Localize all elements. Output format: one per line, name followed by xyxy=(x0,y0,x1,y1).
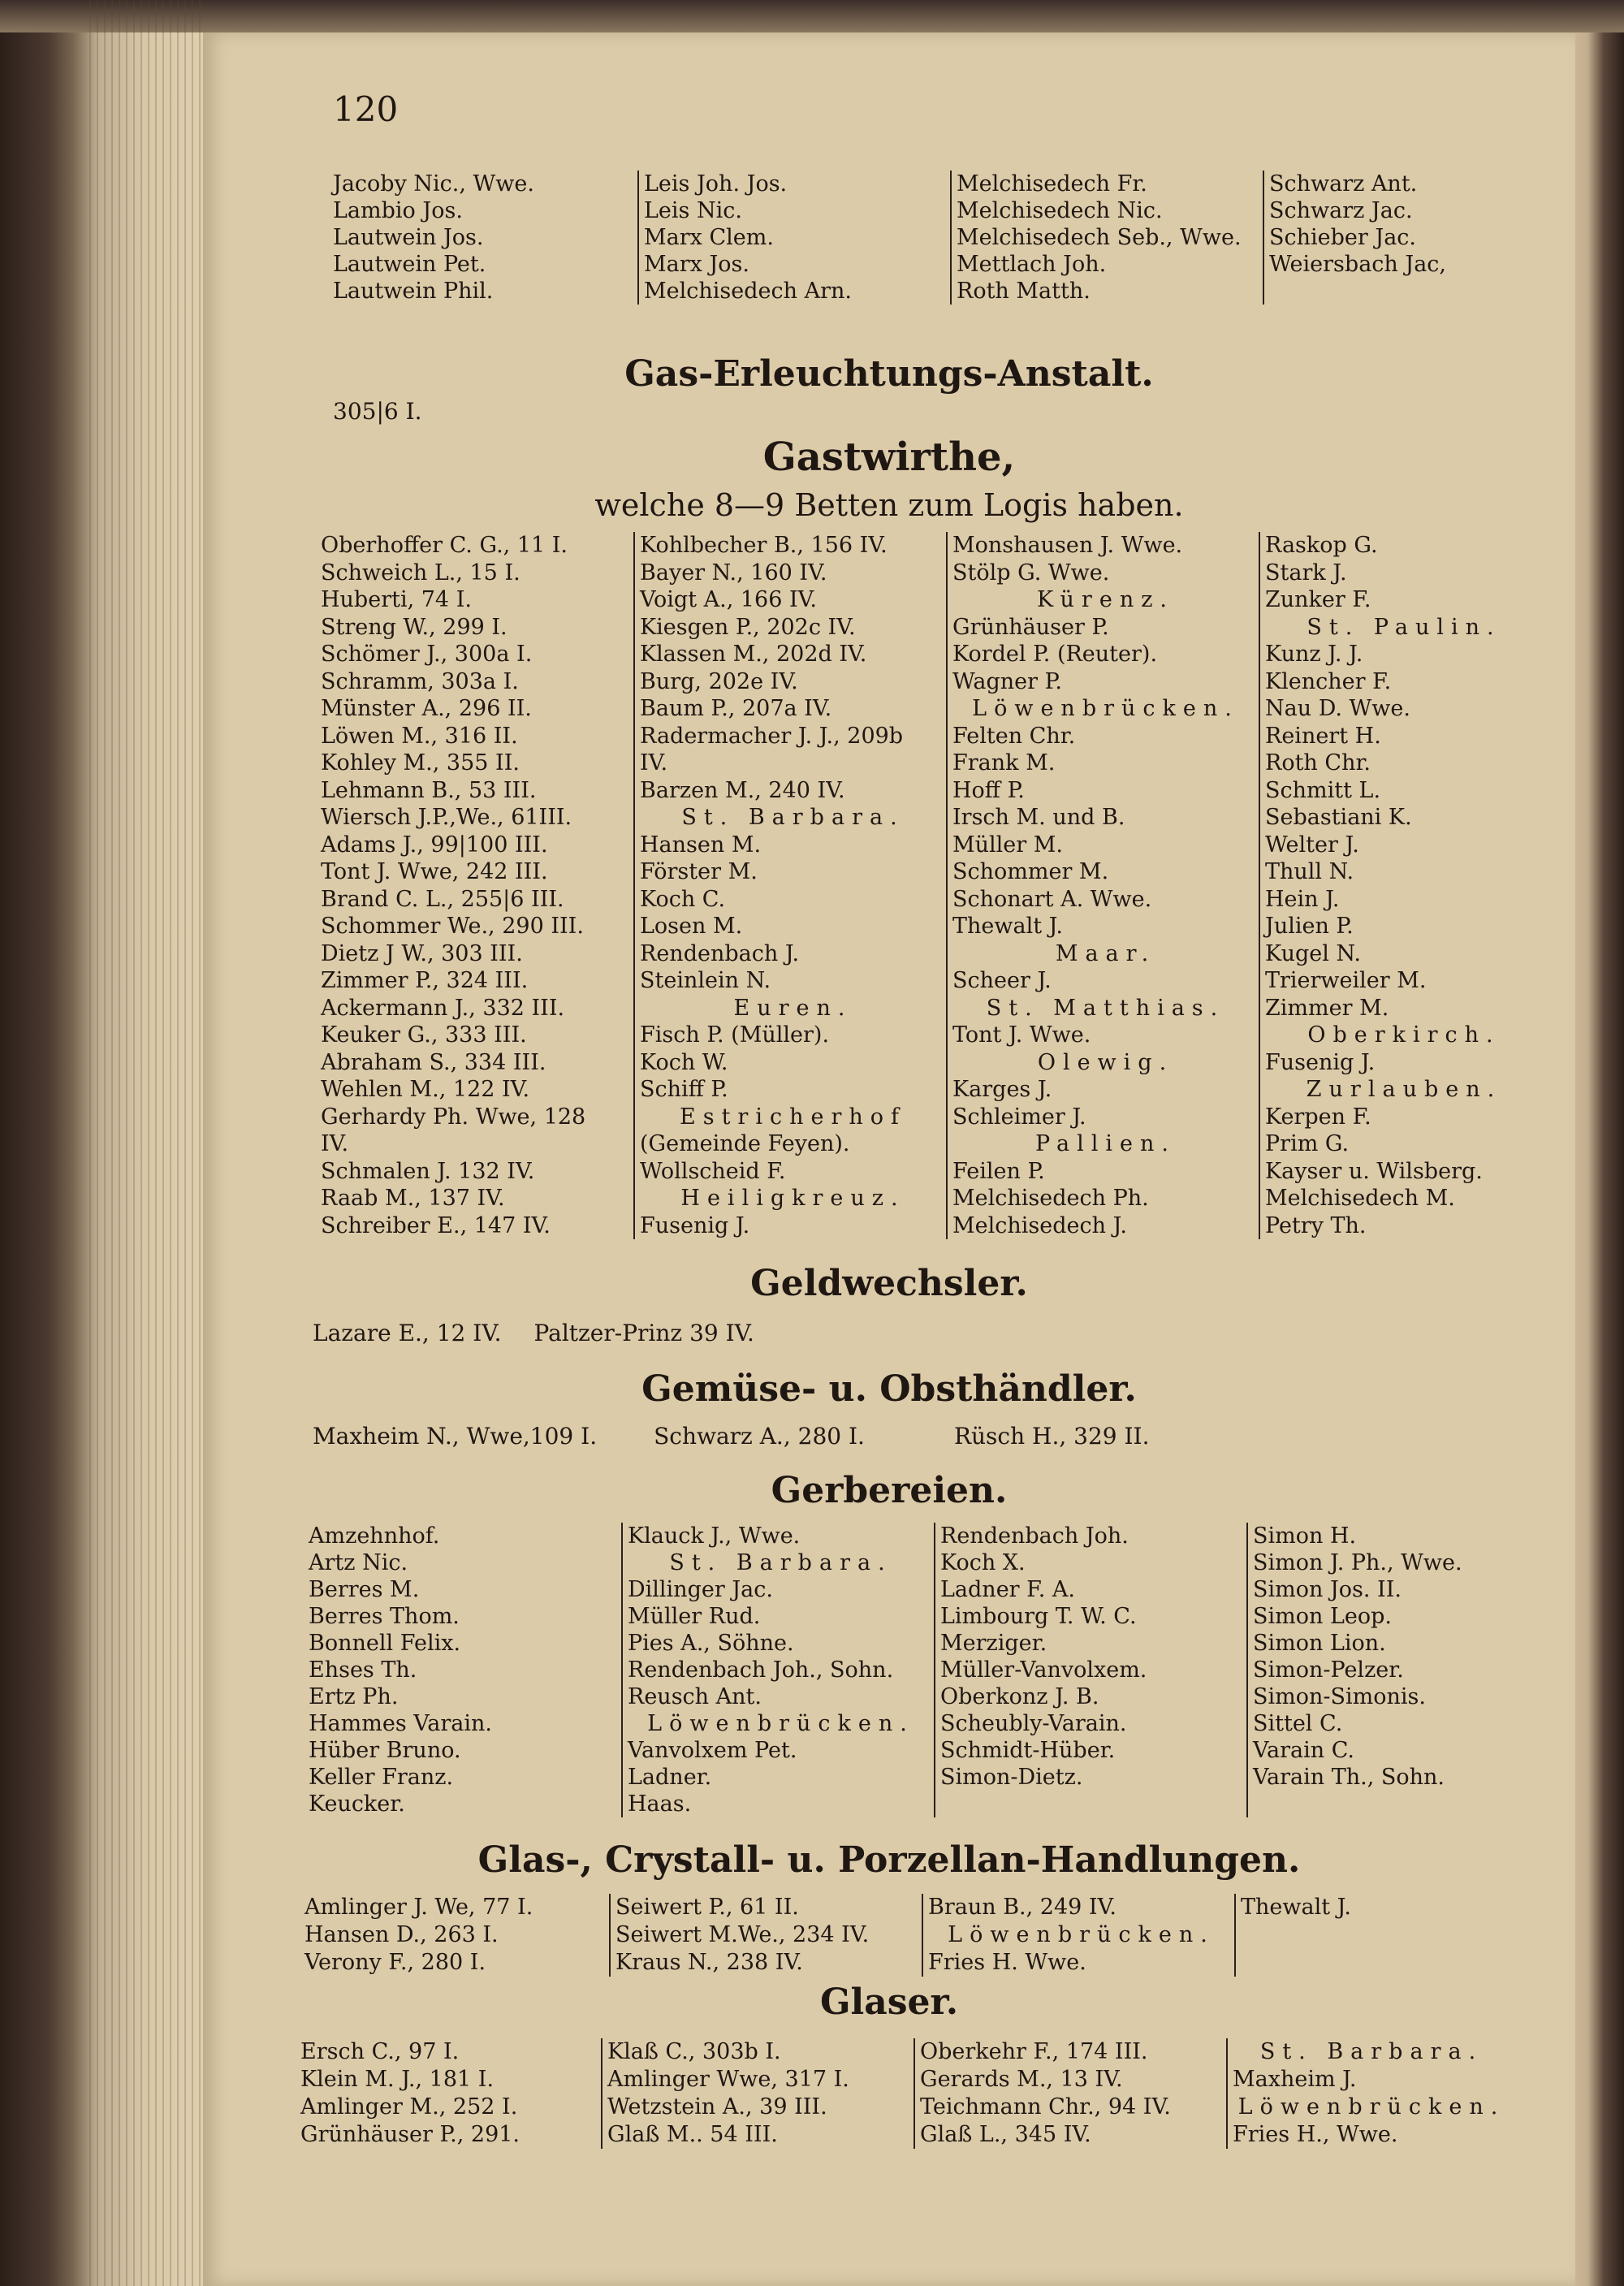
directory-entry: Münster A., 296 II. xyxy=(321,696,532,721)
directory-entry: Scheubly-Varain. xyxy=(940,1711,1127,1736)
gemuese-entry: Rüsch H., 329 II. xyxy=(953,1423,1150,1450)
section-subheading-gastwirthe: welche 8—9 Betten zum Logis haben. xyxy=(594,487,1184,523)
directory-entry: Monshausen J. Wwe. xyxy=(952,533,1183,558)
directory-entry: Barzen M., 240 IV. xyxy=(640,777,845,803)
directory-entry: Braun B., 249 IV. xyxy=(928,1895,1116,1920)
column-4 xyxy=(1246,1523,1531,1817)
directory-entry: Tont J. Wwe, 242 III. xyxy=(321,859,548,884)
directory-entry: Simon Lion. xyxy=(1253,1631,1386,1656)
directory-entry: Hüber Bruno. xyxy=(309,1738,461,1763)
directory-entry: Baum P., 207a IV. xyxy=(640,696,832,721)
directory-entry: Ertz Ph. xyxy=(309,1684,399,1709)
directory-entry: Wollscheid F. xyxy=(640,1158,786,1184)
directory-entry: Ladner. xyxy=(628,1765,712,1790)
directory-entry: Simon J. Ph., Wwe. xyxy=(1253,1550,1462,1575)
directory-page xyxy=(203,32,1575,2286)
directory-entry: Kayser u. Wilsberg. xyxy=(1265,1158,1483,1184)
column-2 xyxy=(601,2038,914,2149)
column-2 xyxy=(621,1523,934,1817)
directory-entry: Glaß L., 345 IV. xyxy=(920,2122,1091,2147)
page-edges xyxy=(89,0,203,2286)
section-heading-glas: Glas-, Crystall- u. Porzellan-Handlungen. xyxy=(477,1839,1301,1881)
column-2 xyxy=(633,532,946,1239)
column-4 xyxy=(1234,1894,1478,1977)
directory-entry: Melchisedech Arn. xyxy=(644,279,852,304)
directory-entry: Jacoby Nic., Wwe. xyxy=(333,171,534,197)
directory-entry: Estricherhof xyxy=(680,1104,906,1130)
directory-entry: IV. xyxy=(640,750,668,776)
directory-entry: IV. xyxy=(321,1131,349,1156)
directory-entry: Glaß M.. 54 III. xyxy=(607,2122,778,2147)
section-heading-glaser: Glaser. xyxy=(819,1981,959,2023)
column-3 xyxy=(934,1523,1246,1817)
column-3 xyxy=(922,1894,1234,1977)
directory-entry: Lautwein Phil. xyxy=(333,279,494,304)
directory-entry: Burg, 202e IV. xyxy=(640,668,798,694)
directory-entry: Kordel P. (Reuter). xyxy=(952,642,1158,667)
directory-entry: Amlinger J. We, 77 I. xyxy=(304,1895,533,1920)
directory-entry: Simon-Simonis. xyxy=(1253,1684,1426,1709)
directory-entry: Löwenbrücken. xyxy=(1237,2094,1505,2120)
directory-entry: Rendenbach Joh. xyxy=(940,1523,1129,1549)
directory-entry: Schonart A. Wwe. xyxy=(952,886,1152,912)
column-3 xyxy=(946,532,1259,1239)
directory-entry: Olewig. xyxy=(1037,1049,1174,1075)
directory-entry: Ladner F. A. xyxy=(940,1577,1075,1602)
directory-entry: Reinert H. xyxy=(1265,723,1381,749)
directory-entry: Hein J. xyxy=(1265,886,1340,912)
top-block xyxy=(333,171,1514,305)
directory-entry: Radermacher J. J., 209b xyxy=(640,723,904,749)
column-1 xyxy=(321,532,633,1239)
directory-entry: Lautwein Jos. xyxy=(333,225,484,250)
directory-entry: Schleimer J. xyxy=(952,1104,1086,1130)
directory-entry: Merziger. xyxy=(940,1631,1047,1656)
page-number: 120 xyxy=(333,89,399,129)
directory-entry: Klein M. J., 181 I. xyxy=(300,2067,495,2092)
directory-entry: Kerpen F. xyxy=(1265,1104,1371,1130)
directory-entry: Seiwert P., 61 II. xyxy=(615,1895,799,1920)
directory-entry: Zimmer P., 324 III. xyxy=(321,968,529,993)
directory-entry: Bayer N., 160 IV. xyxy=(640,560,827,586)
directory-entry: Wehlen M., 122 IV. xyxy=(321,1077,530,1102)
directory-entry: Melchisedech Nic. xyxy=(957,198,1163,223)
directory-entry: Kohlbecher B., 156 IV. xyxy=(640,533,888,558)
directory-entry: Haas. xyxy=(628,1791,692,1817)
directory-entry: Klencher F. xyxy=(1265,668,1392,694)
gas-line xyxy=(333,398,455,425)
directory-entry: Lehmann B., 53 III. xyxy=(321,777,537,803)
directory-entry: Oberkehr F., 174 III. xyxy=(920,2039,1148,2064)
directory-entry: Maar. xyxy=(1055,940,1156,966)
directory-entry: Thull N. xyxy=(1265,859,1354,884)
directory-entry: Kürenz. xyxy=(1036,587,1175,612)
directory-entry: Wetzstein A., 39 III. xyxy=(607,2094,827,2120)
directory-entry: Leis Nic. xyxy=(644,198,742,223)
directory-entry: St. Barbara. xyxy=(1259,2039,1484,2064)
directory-entry: Berres Thom. xyxy=(309,1604,460,1629)
directory-entry: (Gemeinde Feyen). xyxy=(640,1131,850,1156)
directory-entry: Rendenbach Joh., Sohn. xyxy=(628,1657,894,1683)
directory-entry: Marx Jos. xyxy=(644,252,749,277)
geldwechsler-entry: Lazare E., 12 IV. xyxy=(313,1320,502,1346)
directory-entry: Müller-Vanvolxem. xyxy=(940,1657,1147,1683)
directory-entry: Nau D. Wwe. xyxy=(1265,696,1410,721)
directory-entry: Keucker. xyxy=(309,1791,405,1817)
directory-entry: Löwenbrücken. xyxy=(948,1922,1215,1947)
directory-entry: Klassen M., 202d IV. xyxy=(640,642,867,667)
directory-entry: Fusenig J. xyxy=(640,1212,750,1238)
directory-entry: Ackermann J., 332 III. xyxy=(321,995,565,1021)
directory-entry: Oberkirch. xyxy=(1307,1022,1501,1048)
directory-entry: Dietz J W., 303 III. xyxy=(321,940,523,966)
directory-entry: Müller M. xyxy=(952,832,1064,858)
directory-entry: Rendenbach J. xyxy=(640,940,800,966)
directory-entry: Raskop G. xyxy=(1265,533,1378,558)
directory-entry: Simon-Dietz. xyxy=(940,1765,1083,1790)
directory-entry: Thewalt J. xyxy=(1241,1895,1351,1920)
directory-entry: Keller Franz. xyxy=(309,1765,454,1790)
directory-entry: Leis Joh. Jos. xyxy=(644,171,788,197)
directory-entry: Teichmann Chr., 94 IV. xyxy=(920,2094,1171,2120)
directory-entry: Zurlauben. xyxy=(1306,1077,1502,1102)
geldwechsler-line xyxy=(313,1320,787,1346)
section-heading-gemuese: Gemüse- u. Obsthändler. xyxy=(641,1368,1137,1410)
column-2 xyxy=(637,171,950,305)
column-1 xyxy=(304,1894,609,1977)
directory-entry: Roth Chr. xyxy=(1265,750,1371,776)
directory-entry: Melchisedech Seb., Wwe. xyxy=(957,225,1242,250)
directory-entry: Brand C. L., 255|6 III. xyxy=(321,886,564,912)
column-1 xyxy=(300,2038,601,2149)
directory-entry: Streng W., 299 I. xyxy=(321,614,508,640)
directory-entry: Schwarz Jac. xyxy=(1269,198,1413,223)
directory-entry: Kunz J. J. xyxy=(1265,642,1363,667)
directory-entry: Scheer J. xyxy=(952,968,1052,993)
directory-entry: Zimmer M. xyxy=(1265,995,1389,1021)
glas-block xyxy=(304,1894,1478,1977)
directory-entry: Melchisedech J. xyxy=(952,1212,1127,1238)
directory-entry: Schmidt-Hüber. xyxy=(940,1738,1116,1763)
directory-entry: Melchisedech M. xyxy=(1265,1186,1455,1211)
directory-entry: Losen M. xyxy=(640,914,743,939)
directory-entry: Melchisedech Fr. xyxy=(957,171,1147,197)
gastwirthe-block xyxy=(321,532,1543,1239)
directory-entry: Grünhäuser P., 291. xyxy=(300,2122,520,2147)
directory-entry: Grünhäuser P. xyxy=(952,614,1109,640)
directory-entry: Marx Clem. xyxy=(644,225,774,250)
directory-entry: Oberkonz J. B. xyxy=(940,1684,1099,1709)
directory-entry: Kohley M., 355 II. xyxy=(321,750,520,776)
directory-entry: Tont J. Wwe. xyxy=(952,1022,1091,1048)
directory-entry: Mettlach Joh. xyxy=(957,252,1107,277)
directory-entry: St. Barbara. xyxy=(681,805,905,830)
directory-entry: Löwen M., 316 II. xyxy=(321,723,518,749)
directory-entry: St. Barbara. xyxy=(669,1550,892,1575)
column-1 xyxy=(333,171,637,305)
directory-entry: Fries H. Wwe. xyxy=(928,1950,1086,1975)
directory-entry: Koch X. xyxy=(940,1550,1026,1575)
directory-entry: Prim G. xyxy=(1265,1131,1350,1156)
directory-entry: Sebastiani K. xyxy=(1265,805,1412,830)
directory-entry: Limbourg T. W. C. xyxy=(940,1604,1137,1629)
section-heading-geldwechsler: Geldwechsler. xyxy=(750,1263,1028,1304)
column-4 xyxy=(1263,171,1514,305)
directory-entry: Feilen P. xyxy=(952,1158,1045,1184)
directory-entry: Berres M. xyxy=(309,1577,420,1602)
section-heading-gerbereien: Gerbereien. xyxy=(771,1470,1008,1511)
directory-entry: Voigt A., 166 IV. xyxy=(640,587,818,612)
directory-entry: Keuker G., 333 III. xyxy=(321,1022,527,1048)
directory-entry: Roth Matth. xyxy=(957,279,1091,304)
directory-entry: Ersch C., 97 I. xyxy=(300,2039,460,2064)
directory-entry: St. Matthias. xyxy=(986,995,1225,1021)
gemuese-entry: Schwarz A., 280 I. xyxy=(654,1423,865,1450)
directory-entry: Reusch Ant. xyxy=(628,1684,762,1709)
directory-entry: Kraus N., 238 IV. xyxy=(615,1950,803,1975)
column-3 xyxy=(950,171,1263,305)
directory-entry: Stölp G. Wwe. xyxy=(952,560,1110,586)
directory-entry: Dillinger Jac. xyxy=(628,1577,773,1602)
directory-entry: Amlinger M., 252 I. xyxy=(300,2094,518,2120)
directory-entry: Koch W. xyxy=(640,1049,728,1075)
directory-entry: Schwarz Ant. xyxy=(1269,171,1418,197)
directory-entry: Steinlein N. xyxy=(640,968,771,993)
glaser-block xyxy=(300,2038,1510,2149)
directory-entry: Fusenig J. xyxy=(1265,1049,1376,1075)
directory-entry: Schommer M. xyxy=(952,859,1109,884)
gemuese-entry: Maxheim N., Wwe,109 I. xyxy=(313,1423,598,1450)
gerbereien-block xyxy=(309,1523,1531,1817)
column-2 xyxy=(609,1894,922,1977)
column-1 xyxy=(309,1523,621,1817)
directory-entry: Adams J., 99|100 III. xyxy=(321,832,548,858)
directory-entry: Koch C. xyxy=(640,886,726,912)
directory-entry: Schieber Jac. xyxy=(1269,225,1416,250)
directory-entry: Varain Th., Sohn. xyxy=(1253,1765,1445,1790)
directory-entry: Wagner P. xyxy=(952,668,1062,694)
directory-entry: Schömer J., 300a I. xyxy=(321,642,533,667)
directory-entry: Oberhoffer C. G., 11 I. xyxy=(321,533,568,558)
directory-entry: Simon Jos. II. xyxy=(1253,1577,1402,1602)
directory-entry: Förster M. xyxy=(640,859,758,884)
directory-entry: Kiesgen P., 202c IV. xyxy=(640,614,856,640)
directory-entry: Vanvolxem Pet. xyxy=(628,1738,797,1763)
directory-entry: Varain C. xyxy=(1253,1738,1355,1763)
directory-entry: Fries H., Wwe. xyxy=(1233,2122,1398,2147)
directory-entry: Schmalen J. 132 IV. xyxy=(321,1158,535,1184)
directory-entry: Gerards M., 13 IV. xyxy=(920,2067,1123,2092)
directory-entry: Julien P. xyxy=(1265,914,1354,939)
directory-entry: Simon Leop. xyxy=(1253,1604,1392,1629)
geldwechsler-entry: Paltzer-Prinz 39 IV. xyxy=(533,1320,754,1346)
directory-entry: Weiersbach Jac, xyxy=(1269,252,1447,277)
directory-entry: Pies A., Söhne. xyxy=(628,1631,794,1656)
section-heading-gas: Gas-Erleuchtungs-Anstalt. xyxy=(624,353,1154,395)
directory-entry: Fisch P. (Müller). xyxy=(640,1022,830,1048)
directory-entry: Amlinger Wwe, 317 I. xyxy=(607,2067,849,2092)
directory-entry: Klaß C., 303b I. xyxy=(607,2039,781,2064)
directory-entry: Simon-Pelzer. xyxy=(1253,1657,1404,1683)
directory-entry: Schommer We., 290 III. xyxy=(321,914,584,939)
directory-entry: Maxheim J. xyxy=(1233,2067,1357,2092)
column-3 xyxy=(914,2038,1226,2149)
directory-entry: St. Paulin. xyxy=(1307,614,1501,640)
column-4 xyxy=(1259,532,1543,1239)
directory-entry: Schiff P. xyxy=(640,1077,728,1102)
directory-entry: Artz Nic. xyxy=(309,1550,408,1575)
section-heading-gastwirthe: Gastwirthe, xyxy=(762,434,1016,480)
directory-entry: Sittel C. xyxy=(1253,1711,1343,1736)
directory-entry: Hansen M. xyxy=(640,832,762,858)
directory-entry: Bonnell Felix. xyxy=(309,1631,461,1656)
directory-entry: Kugel N. xyxy=(1265,940,1361,966)
directory-entry: Müller Rud. xyxy=(628,1604,761,1629)
directory-entry: Schramm, 303a I. xyxy=(321,668,519,694)
directory-entry: Schweich L., 15 I. xyxy=(321,560,520,586)
directory-entry: Welter J. xyxy=(1265,832,1359,858)
directory-entry: Abraham S., 334 III. xyxy=(321,1049,546,1075)
directory-entry: Irsch M. und B. xyxy=(952,805,1125,830)
column-4 xyxy=(1226,2038,1510,2149)
directory-entry: Amzehnhof. xyxy=(309,1523,440,1549)
directory-entry: Löwenbrücken. xyxy=(972,696,1239,721)
directory-entry: Verony F., 280 I. xyxy=(304,1950,486,1975)
book-top-edge xyxy=(0,0,1624,32)
directory-entry: Lambio Jos. xyxy=(333,198,463,223)
directory-entry: Raab M., 137 IV. xyxy=(321,1186,505,1211)
directory-entry: Petry Th. xyxy=(1265,1212,1367,1238)
directory-entry: Schmitt L. xyxy=(1265,777,1381,803)
directory-entry: Stark J. xyxy=(1265,560,1347,586)
directory-entry: Euren. xyxy=(733,995,853,1021)
directory-entry: Löwenbrücken. xyxy=(647,1711,914,1736)
directory-entry: Zunker F. xyxy=(1265,587,1371,612)
directory-entry: Schreiber E., 147 IV. xyxy=(321,1212,551,1238)
directory-entry: Simon H. xyxy=(1253,1523,1357,1549)
directory-entry: Klauck J., Wwe. xyxy=(628,1523,801,1549)
directory-entry: Thewalt J. xyxy=(952,914,1063,939)
directory-entry: Melchisedech Ph. xyxy=(952,1186,1149,1211)
directory-entry: Felten Chr. xyxy=(952,723,1076,749)
directory-entry: Hoff P. xyxy=(952,777,1025,803)
directory-entry: Ehses Th. xyxy=(309,1657,417,1683)
directory-entry: Trierweiler M. xyxy=(1265,968,1427,993)
directory-entry: Lautwein Pet. xyxy=(333,252,486,277)
gas-entry: 305|6 I. xyxy=(333,398,422,425)
directory-entry: Wiersch J.P.,We., 61III. xyxy=(321,805,572,830)
directory-entry: Seiwert M.We., 234 IV. xyxy=(615,1922,870,1947)
directory-entry: Huberti, 74 I. xyxy=(321,587,472,612)
directory-entry: Hansen D., 263 I. xyxy=(304,1922,499,1947)
directory-entry: Gerhardy Ph. Wwe, 128 xyxy=(321,1104,586,1130)
directory-entry: Frank M. xyxy=(952,750,1056,776)
directory-entry: Hammes Varain. xyxy=(309,1711,492,1736)
directory-entry: Heiligkreuz. xyxy=(680,1186,905,1211)
gemuese-line xyxy=(313,1423,1182,1450)
directory-entry: Pallien. xyxy=(1035,1131,1176,1156)
directory-entry: Karges J. xyxy=(952,1077,1052,1102)
